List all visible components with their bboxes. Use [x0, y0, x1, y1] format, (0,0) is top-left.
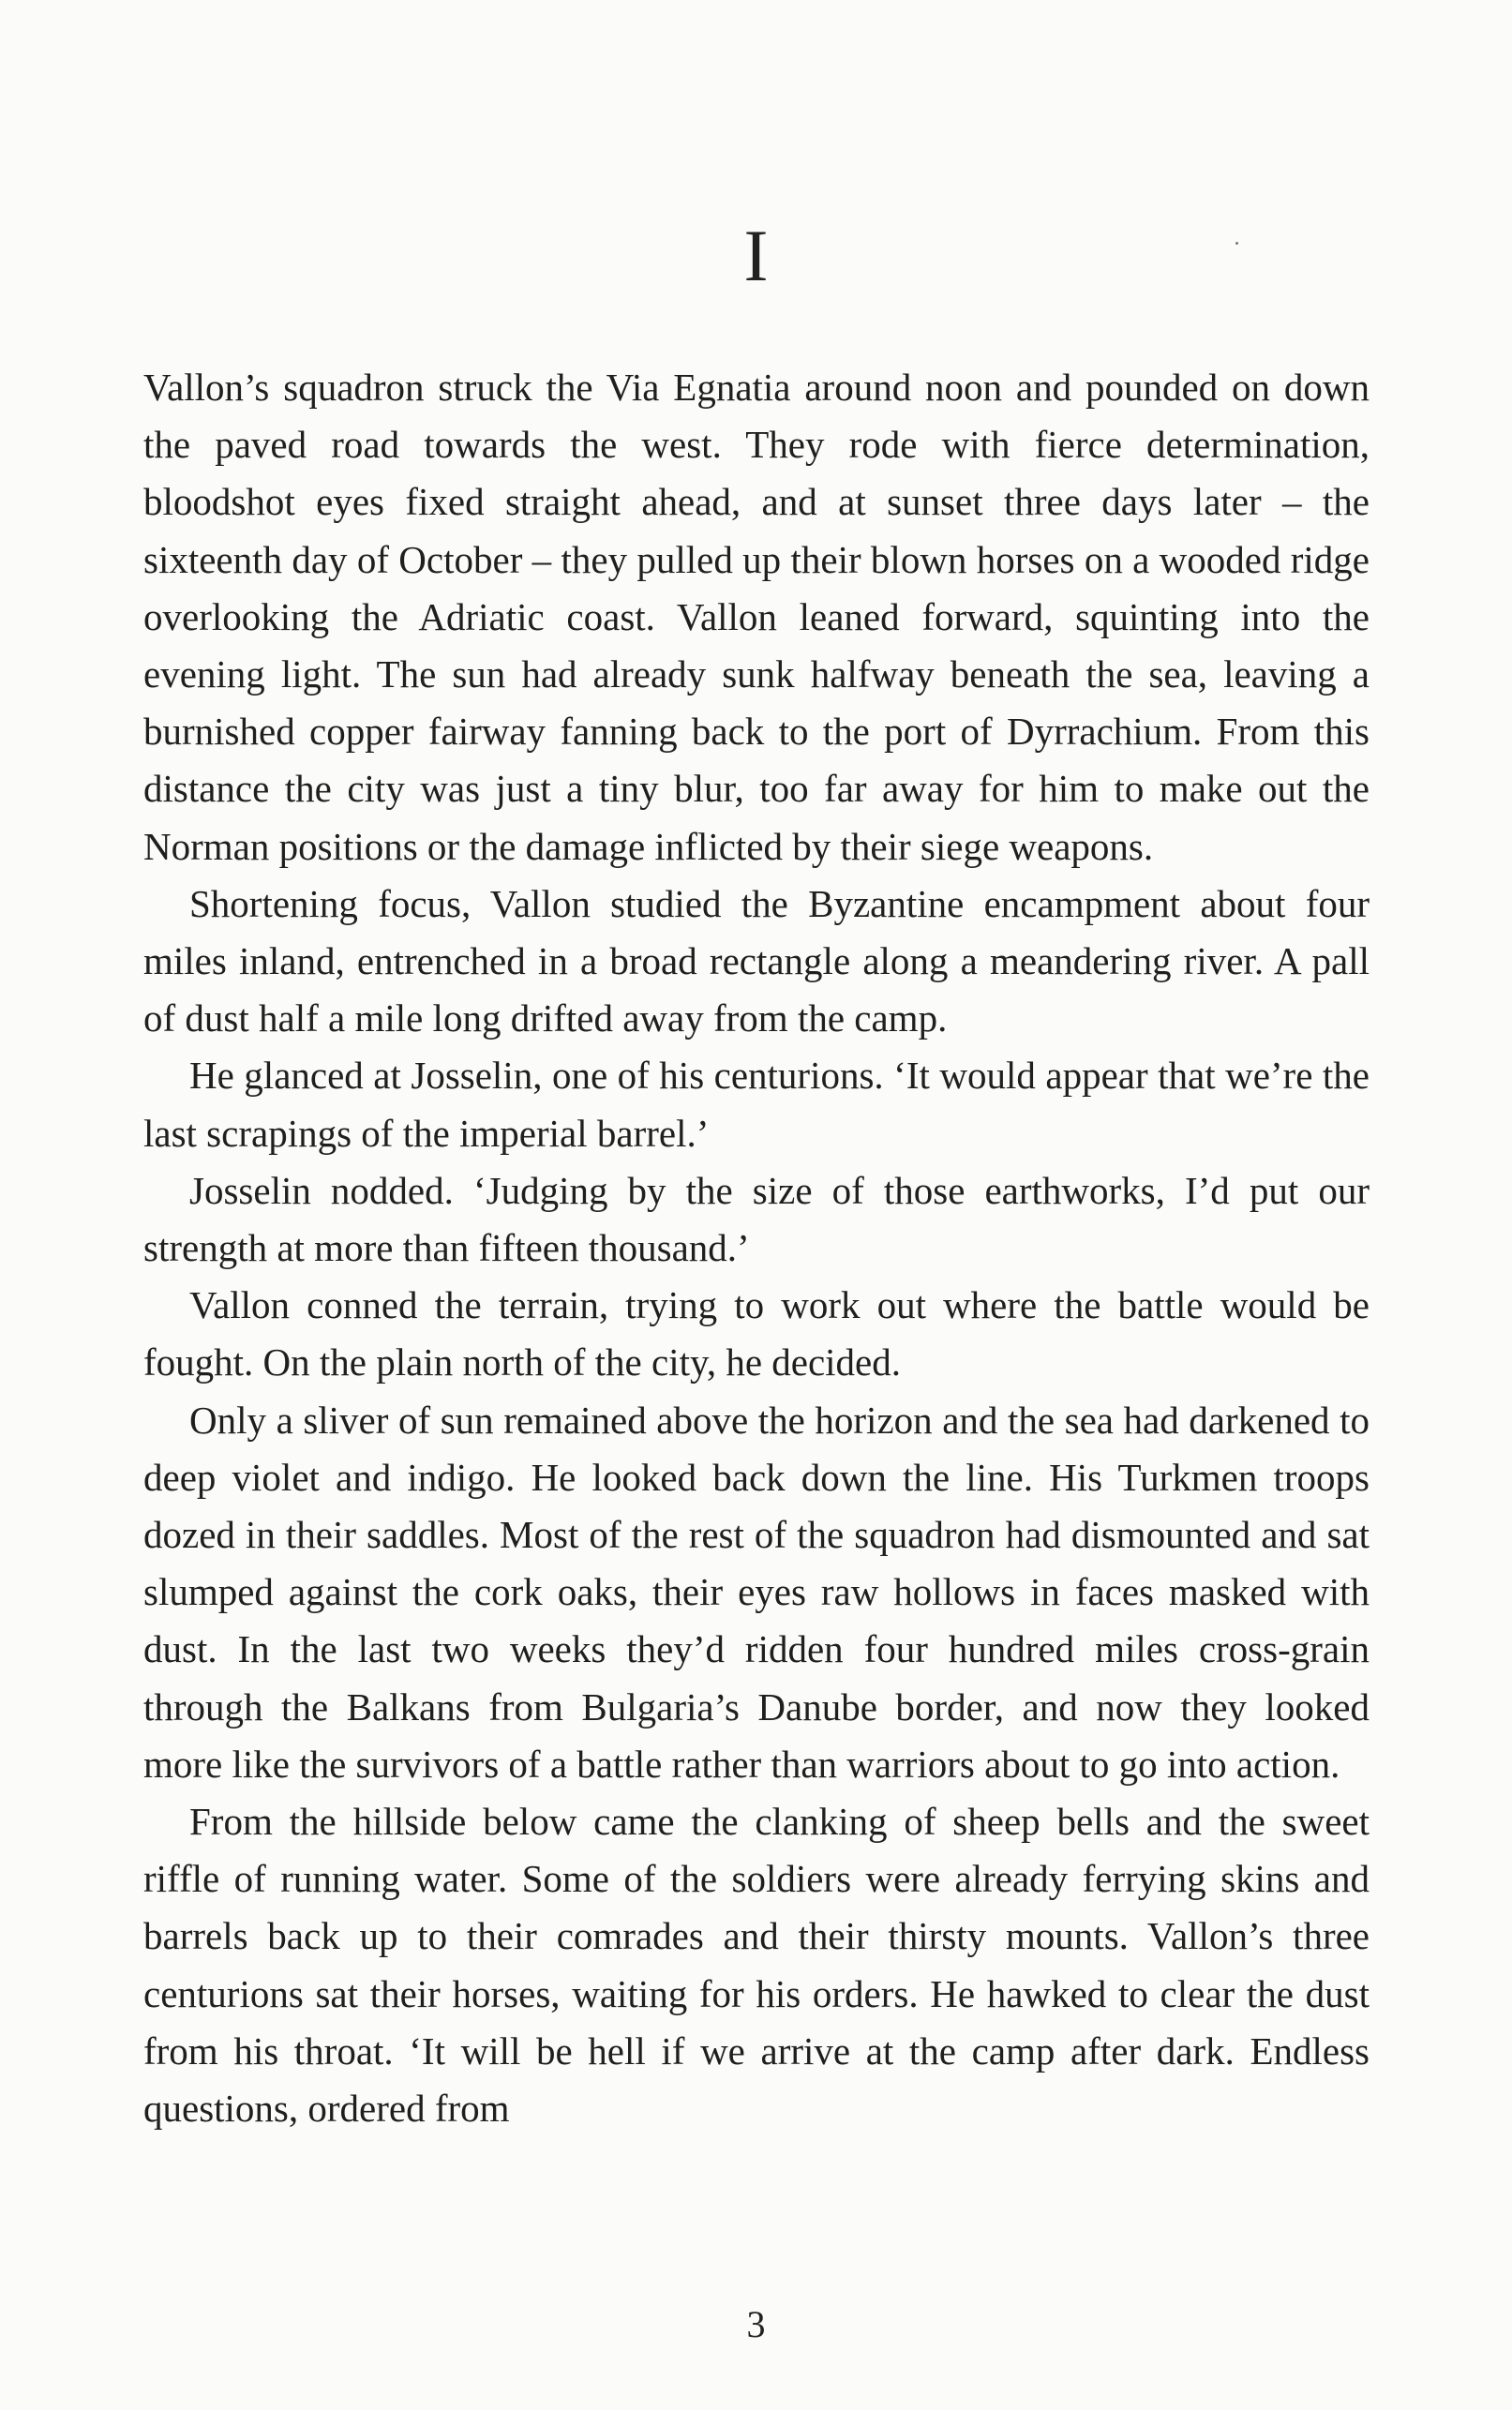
paragraph: He glanced at Josselin, one of his centurions. ‘It would appear that we’re the last scrapings of the imperial barrel.’ — [143, 1054, 1370, 1155]
paragraph: Shortening focus, Vallon studied the Byzantine encampment about four miles inland, entrenched in a broad rectangle along a meandering river. A pall of dust half a mile long drifted away from the camp. — [143, 881, 1370, 1040]
paragraph: Vallon conned the terrain, trying to work out where the battle would be fought. On the plain north of the city, he decided. — [143, 1283, 1370, 1385]
paragraph: From the hillside below came the clanking of sheep bells and the sweet riffle of running water. Some of the soldiers were already ferrying skins and barrels back up to their comrades and their thirsty mounts. Vallon’s three centurions sat their horses, waiting for his orders. He hawked to clear the dust from his throat. ‘It will be hell if we arrive at the camp after dark. Endless questions, ordered from — [143, 1800, 1370, 2131]
chapter-body — [143, 359, 1370, 2137]
page-number: 3 — [746, 2303, 766, 2345]
paragraph: Josselin nodded. ‘Judging by the size of those earthworks, I’d put our strength at more than fifteen thousand.’ — [143, 1168, 1370, 1270]
paragraph: Vallon’s squadron struck the Via Egnatia around noon and pounded on down the paved road towards the west. They rode with fierce determination, bloodshot eyes fixed straight ahead, and at sunset three days later – the sixteenth day of October – they pulled up their blown horses on a wooded ridge overlooking the Adriatic coast. Vallon leaned forward, squinting into the evening light. The sun had already sunk halfway beneath the sea, leaving a burnished copper fairway fanning back to the port of Dyrrachium. From this distance the city was just a tiny blur, too far away for him to make out the Norman positions or the damage inflicted by their siege weapons. — [143, 366, 1370, 868]
paragraph: Only a sliver of sun remained above the horizon and the sea had darkened to deep violet and indigo. He looked back down the line. His Turkmen troops dozed in their saddles. Most of the rest of the squadron had dismounted and sat slumped against the cork oaks, their eyes raw hollows in faces masked with dust. In the last two weeks they’d ridden four hundred miles cross-grain through the Balkans from Bulgaria’s Danube border, and now they looked more like the survivors of a battle rather than warriors about to go into action. — [143, 1398, 1370, 1786]
chapter-number: I — [743, 215, 769, 296]
paper-speck — [1235, 242, 1238, 245]
